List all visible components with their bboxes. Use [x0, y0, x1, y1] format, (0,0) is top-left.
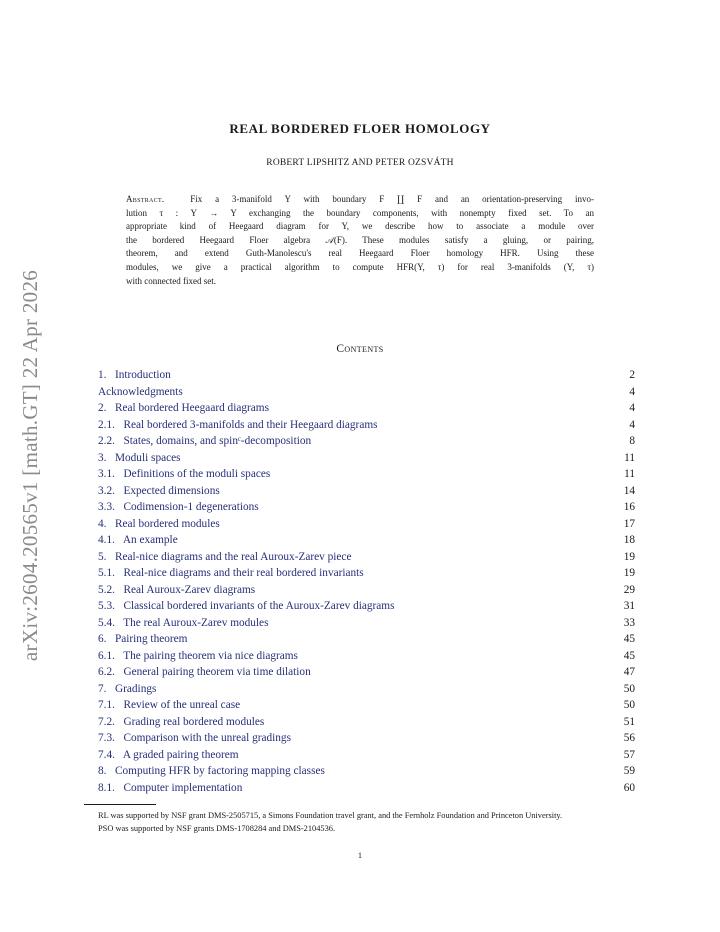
toc-entry-number: 6.2.	[98, 666, 115, 678]
toc-entry-link[interactable]	[98, 565, 364, 582]
toc-entry-number: 2.2.	[98, 435, 115, 447]
toc-entry-number: 4.1.	[98, 534, 115, 546]
toc-row[interactable]	[98, 747, 635, 764]
toc-entry-link[interactable]	[98, 582, 255, 599]
toc-row[interactable]	[98, 384, 635, 401]
toc-entry-page: 29	[623, 583, 635, 596]
toc-row[interactable]	[98, 648, 635, 665]
abstract-line-2: lution τ : Y → Y exchanging the boundary components, with nonempty fixed set. To an	[126, 207, 594, 218]
toc-entry-page: 59	[623, 765, 635, 777]
toc-entry-number: 5.1.	[98, 567, 115, 579]
toc-entry-title: Gradings	[114, 682, 157, 695]
toc-row[interactable]	[98, 400, 635, 417]
toc-entry-number: 7.	[98, 682, 107, 695]
toc-entry-link[interactable]	[98, 631, 187, 648]
contents-heading: Contents	[336, 343, 384, 355]
toc-entry-title: Real bordered 3-manifolds and their Heegaard diagrams	[123, 418, 378, 431]
toc-row[interactable]	[98, 516, 635, 533]
arxiv-stamp	[13, 245, 49, 685]
toc-entry-title: The pairing theorem via nice diagrams	[123, 649, 298, 662]
toc-entry-page: 47	[623, 666, 635, 678]
toc-entry-link[interactable]	[98, 747, 239, 764]
toc-entry-page: 11	[624, 468, 635, 480]
toc-entry-title: A graded pairing theorem	[122, 748, 239, 761]
abstract	[126, 193, 594, 288]
toc-entry-title: Classical bordered invariants of the Auroux-Zarev diagrams	[123, 600, 395, 612]
abstract-line-3: appropriate kind of Heegaard diagram for Y, we describe how to associate a module over	[126, 221, 594, 232]
toc-entry-title: Acknowledgments	[98, 385, 183, 398]
toc-entry-page: 17	[623, 517, 635, 530]
toc-row[interactable]	[98, 730, 635, 747]
toc-entry-link[interactable]	[98, 532, 178, 549]
toc-entry-page: 16	[623, 501, 635, 513]
toc-entry-page: 51	[623, 715, 635, 728]
toc-entry-page: 14	[623, 484, 635, 497]
toc-row[interactable]	[98, 664, 635, 681]
toc-entry-link[interactable]	[98, 598, 394, 615]
toc-entry-page: 56	[623, 732, 635, 744]
toc-entry-page: 45	[623, 649, 635, 662]
footnotes	[84, 809, 636, 835]
paper-authors: ROBERT LIPSHITZ AND PETER OZSVÁTH	[266, 158, 454, 168]
toc-row[interactable]	[98, 697, 635, 714]
page-number: 1	[357, 851, 363, 860]
toc-entry-page: 4	[629, 385, 635, 398]
toc-entry-page: 19	[623, 550, 635, 563]
toc-row[interactable]	[98, 450, 635, 467]
toc-entry-number: 7.3.	[98, 732, 115, 744]
toc-entry-title: Pairing theorem	[114, 633, 188, 645]
toc-entry-link[interactable]	[98, 664, 311, 681]
toc-entry-page: 19	[623, 567, 635, 579]
toc-entry-page: 4	[629, 402, 635, 414]
abstract-line-5: theorem, and extend Guth-Manolescu's real Heegaard Floer homology HFR. Using these	[126, 248, 594, 259]
toc-entry-title: Computing HFR by factoring mapping classes	[114, 765, 325, 777]
toc-entry-title: States, domains, and spinᶜ-decomposition	[123, 435, 312, 447]
toc-entry-link[interactable]	[98, 466, 270, 483]
toc-entry-number: 5.2.	[98, 583, 115, 596]
toc-entry-link[interactable]	[98, 516, 220, 533]
toc-entry-page: 57	[623, 748, 635, 761]
toc-row[interactable]	[98, 615, 635, 632]
toc-entry-title: Moduli spaces	[114, 451, 181, 464]
toc-entry-number: 8.	[98, 765, 107, 777]
toc-entry-number: 3.	[98, 451, 107, 464]
toc-entry-number: 3.1.	[98, 468, 115, 480]
toc-entry-number: 2.1.	[98, 418, 115, 431]
toc-row[interactable]	[98, 565, 635, 582]
toc-entry-link[interactable]	[98, 549, 351, 566]
toc-row[interactable]	[98, 681, 635, 698]
toc-row[interactable]	[98, 714, 635, 731]
toc-entry-title: The real Auroux-Zarev modules	[123, 616, 269, 629]
toc-entry-number: 3.3.	[98, 501, 115, 513]
toc-entry-page: 4	[629, 418, 635, 431]
abstract-line-1	[126, 193, 594, 207]
toc-row[interactable]	[98, 763, 635, 780]
toc-row[interactable]	[98, 433, 635, 450]
toc-entry-link[interactable]	[98, 763, 325, 780]
toc-entry-title: Codimension-1 degenerations	[123, 501, 259, 513]
toc-entry-link[interactable]	[98, 433, 311, 450]
toc-entry-title: Introduction	[114, 369, 171, 381]
toc-row[interactable]	[98, 483, 635, 500]
footnote-funding-pso: PSO was supported by NSF grants DMS-1708284 and DMS-2104536.	[98, 824, 336, 833]
toc-entry-page: 18	[623, 534, 635, 546]
toc-entry-link[interactable]	[98, 648, 298, 665]
toc-entry-page: 45	[623, 633, 635, 645]
toc-entry-link[interactable]	[98, 367, 171, 384]
toc-entry-title: An example	[122, 534, 178, 546]
abstract-line-7: with connected fixed set.	[126, 275, 216, 286]
toc-entry-link[interactable]	[98, 714, 264, 731]
toc-entry-number: 6.	[98, 633, 107, 645]
toc-entry-page: 8	[629, 435, 635, 447]
toc-row[interactable]	[98, 582, 635, 599]
toc-entry-link[interactable]	[98, 615, 268, 632]
toc-entry-page: 60	[623, 781, 635, 794]
toc-row[interactable]	[98, 598, 635, 615]
abstract-line-4: the bordered Heegaard Floer algebra 𝒜(F). These modules satisfy a gluing, or pairing,	[126, 234, 594, 245]
toc-entry-number: 8.1.	[98, 781, 115, 794]
toc-entry-number: 4.	[98, 517, 107, 530]
toc-entry-title: Real bordered Heegaard diagrams	[114, 402, 269, 414]
footnote-rule	[84, 804, 156, 805]
toc-entry-number: 6.1.	[98, 649, 115, 662]
toc-entry-page: 50	[623, 682, 635, 695]
toc-entry-link[interactable]	[98, 400, 269, 417]
toc-entry-link[interactable]	[98, 499, 259, 516]
toc-row[interactable]	[98, 780, 635, 797]
toc-entry-page: 31	[623, 600, 635, 612]
abstract-text: Fix a 3-manifold Y with boundary F ∐ F and an orientation-preserving invo-	[190, 194, 595, 204]
toc-entry-link[interactable]	[98, 730, 291, 747]
toc-entry-link[interactable]	[98, 697, 240, 714]
toc-entry-title: Expected dimensions	[123, 484, 220, 497]
toc-entry-title: Grading real bordered modules	[123, 715, 265, 728]
toc-row[interactable]	[98, 549, 635, 566]
toc-entry-title: Computer implementation	[123, 781, 243, 794]
abstract-label: Abstract.	[126, 194, 165, 204]
toc-entry-number: 7.4.	[98, 748, 115, 761]
toc-entry-link[interactable]	[98, 417, 378, 434]
toc-entry-title: Real bordered modules	[114, 517, 220, 530]
toc-entry-title: Definitions of the moduli spaces	[123, 468, 271, 480]
toc-entry-link[interactable]	[98, 483, 220, 500]
abstract-line-6: modules, we give a practical algorithm to compute HFR(Y, τ) for real 3-manifolds (Y, τ)	[126, 261, 594, 272]
toc-row[interactable]	[98, 367, 635, 384]
toc-entry-link[interactable]	[98, 780, 242, 797]
toc-entry-number: 7.1.	[98, 699, 115, 711]
footnote-funding-rl: RL was supported by NSF grant DMS-2505715, a Simons Foundation travel grant, and the Fernholz Foundation and Princeton University.	[98, 811, 563, 820]
paper-title: REAL BORDERED FLOER HOMOLOGY	[229, 121, 491, 136]
toc-row[interactable]	[98, 466, 635, 483]
toc-entry-number: 1.	[98, 369, 107, 381]
toc-entry-link[interactable]	[98, 681, 156, 698]
toc-entry-title: Real Auroux-Zarev diagrams	[123, 583, 256, 596]
toc-entry-link[interactable]	[98, 384, 183, 401]
toc-entry-number: 2.	[98, 402, 107, 414]
toc-entry-page: 2	[629, 369, 635, 381]
toc-entry-number: 5.	[98, 550, 107, 563]
toc-entry-number: 5.3.	[98, 600, 115, 612]
toc-entry-page: 11	[624, 451, 635, 464]
toc-row[interactable]	[98, 631, 635, 648]
toc-row[interactable]	[98, 499, 635, 516]
table-of-contents	[98, 367, 635, 796]
toc-entry-title: Real-nice diagrams and the real Auroux-Zarev piece	[114, 550, 352, 563]
toc-entry-title: Review of the unreal case	[123, 699, 241, 711]
toc-entry-number: 3.2.	[98, 484, 115, 497]
arxiv-id: arXiv:2604.20565v1 [math.GT] 22 Apr 2026	[18, 269, 43, 661]
toc-entry-link[interactable]	[98, 450, 181, 467]
toc-row[interactable]	[98, 417, 635, 434]
toc-entry-number: 5.4.	[98, 616, 115, 629]
toc-entry-title: Real-nice diagrams and their real bordered invariants	[123, 567, 364, 579]
toc-entry-page: 33	[623, 616, 635, 629]
toc-entry-page: 50	[623, 699, 635, 711]
toc-row[interactable]	[98, 532, 635, 549]
toc-entry-title: Comparison with the unreal gradings	[123, 732, 291, 744]
toc-entry-title: General pairing theorem via time dilation	[123, 666, 311, 678]
toc-entry-number: 7.2.	[98, 715, 115, 728]
